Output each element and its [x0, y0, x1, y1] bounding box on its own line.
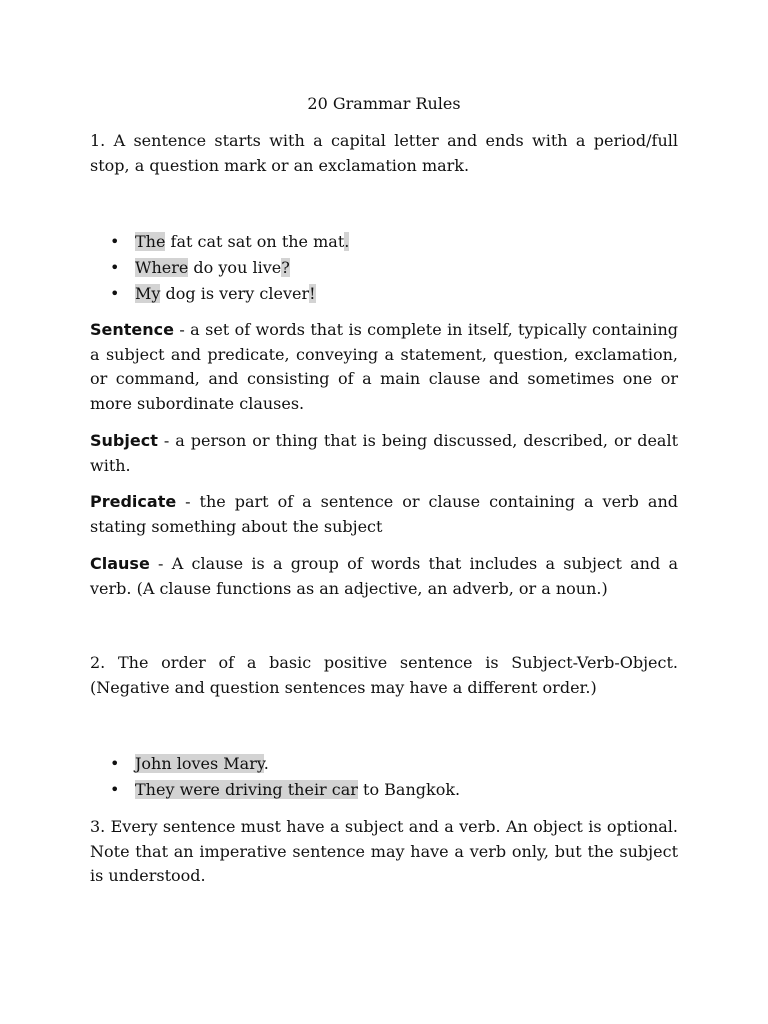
example-item	[90, 255, 690, 281]
example-part: !	[309, 284, 316, 303]
rule-2-text: 2. The order of a basic positive sentence is Subject-Verb-Object. (Negative and question sentences may have a different order.)	[90, 653, 678, 697]
definition-predicate	[90, 490, 678, 539]
definition-text: - the part of a sentence or clause containing a verb and stating something about the subject	[90, 492, 678, 536]
definition-text: - a set of words that is complete in itself, typically containing a subject and predicate, conveying a statement, question, exclamation, or command, and consisting of a main clause and sometimes one or more subordinate clauses.	[90, 320, 678, 413]
example-part: .	[344, 232, 350, 251]
definition-sentence	[90, 318, 678, 416]
example-item	[90, 777, 690, 803]
bullet-icon: •	[110, 258, 120, 277]
example-part: My	[135, 284, 161, 303]
definition-clause	[90, 552, 678, 601]
definition-term: Predicate	[90, 492, 177, 511]
example-item	[90, 229, 690, 255]
example-part: John loves Mary	[135, 754, 264, 773]
example-part: The	[135, 232, 166, 251]
example-part: .	[263, 754, 269, 773]
bullet-icon: •	[110, 232, 120, 251]
definition-term: Clause	[90, 554, 150, 573]
example-part: ?	[281, 258, 290, 277]
rule-1-text: 1. A sentence starts with a capital letter and ends with a period/full stop, a question mark or an exclamation mark.	[90, 131, 678, 175]
bullet-icon: •	[110, 284, 120, 303]
example-item	[90, 281, 690, 307]
example-item	[90, 751, 690, 777]
rule-1-examples	[90, 229, 690, 307]
example-part: dog is very clever	[160, 284, 310, 303]
definition-subject	[90, 429, 678, 478]
bullet-icon: •	[110, 754, 120, 773]
bullet-icon: •	[110, 780, 120, 799]
example-part: do you live	[188, 258, 282, 277]
definition-text: - A clause is a group of words that includes a subject and a verb. (A clause functions as an adjective, an adverb, or a noun.)	[90, 554, 678, 598]
rule-3-text: 3. Every sentence must have a subject and a verb. An object is optional. Note that an imperative sentence may have a verb only, but the subject is understood.	[90, 817, 678, 885]
document-title: 20 Grammar Rules	[307, 94, 461, 113]
example-part: to Bangkok.	[357, 780, 461, 799]
example-part: fat cat sat on the mat	[165, 232, 345, 251]
example-part: They were driving their car	[135, 780, 358, 799]
example-part: Where	[135, 258, 189, 277]
definition-term: Subject	[90, 431, 158, 450]
definition-text: - a person or thing that is being discussed, described, or dealt with.	[90, 431, 678, 475]
rule-2-examples	[90, 751, 690, 803]
definition-term: Sentence	[90, 320, 174, 339]
